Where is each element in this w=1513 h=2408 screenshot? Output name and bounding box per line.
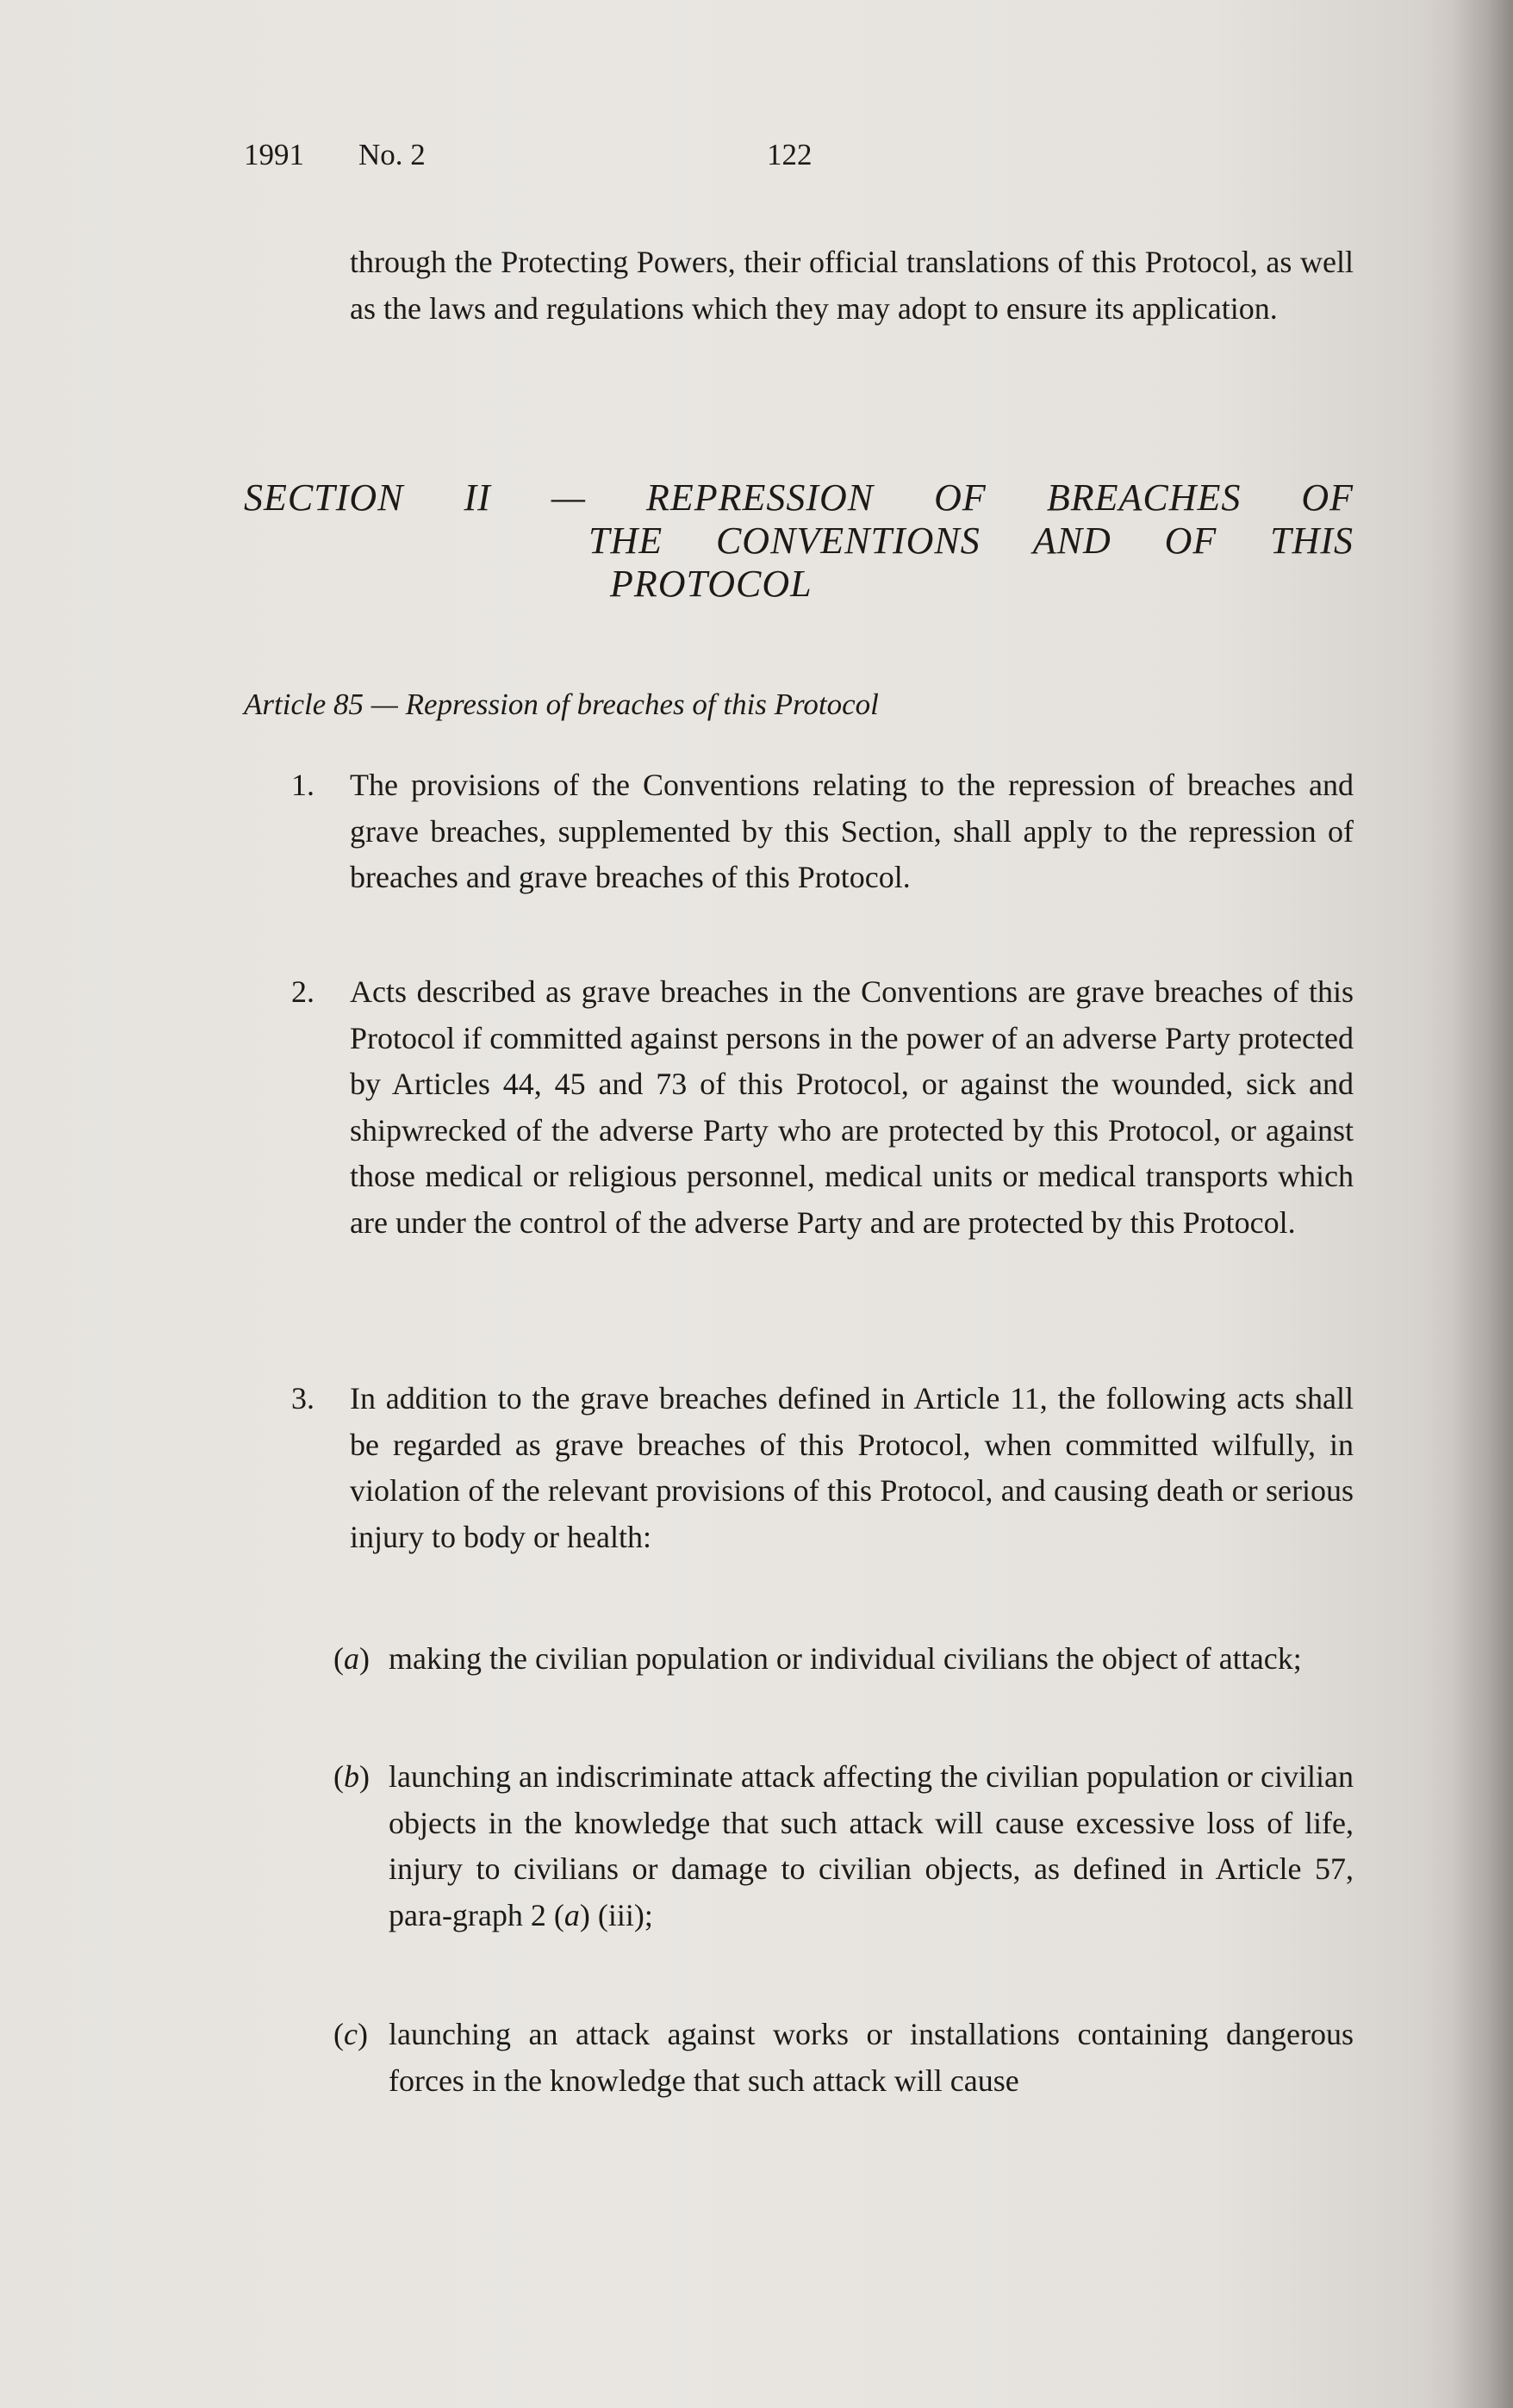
subparagraph-text: making the civilian population or individual civilians the object of attack; — [389, 1641, 1302, 1676]
subparagraph-text: launching an attack against works or installations containing dangerous forces in the knowledge that such attack will cause — [389, 2017, 1354, 2098]
letter-close-paren: ) — [357, 2017, 368, 2051]
letter-close-paren: ) — [359, 1759, 370, 1794]
subparagraph-text — [389, 1754, 1354, 1938]
intro-paragraph: through the Protecting Powers, their official translations of this Protocol, as well as the laws and regulations which they may adopt to ensure its application. — [350, 245, 1354, 326]
letter: b — [344, 1759, 359, 1794]
section-heading-line-1: SECTION II — REPRESSION OF BREACHES OF — [244, 476, 1354, 519]
section-heading-line-2: THE CONVENTIONS AND OF THIS — [588, 520, 1354, 562]
paragraph-text: The provisions of the Conventions relating to the repression of breaches and grave breaches, supplemented by this Section, shall apply to the repression of breaches and grave breaches of this Protocol. — [350, 768, 1354, 894]
paragraph-number: 3. — [291, 1381, 314, 1416]
letter: a — [344, 1641, 359, 1676]
subparagraph-letter — [333, 2012, 368, 2058]
paragraph-number: 1. — [291, 768, 314, 802]
letter-open-paren: ( — [333, 1641, 344, 1676]
letter-close-paren: ) — [359, 1641, 370, 1676]
header-issue-number: No. 2 — [358, 138, 426, 171]
page-number: 122 — [767, 138, 813, 171]
letter: c — [344, 2017, 358, 2051]
section-heading-line-3: PROTOCOL — [610, 563, 813, 605]
paragraph-text: In addition to the grave breaches defined in Article 11, the following acts shall be regarded as grave breaches of this Protocol, when committed wilfully, in violation of the relevant provisions of this Protocol, and causing death or serious injury to body or health: — [350, 1381, 1354, 1554]
subparagraph-text-after: ) (iii); — [579, 1897, 653, 1932]
section-heading — [244, 476, 1354, 606]
binding-edge-shadow — [1453, 0, 1513, 2408]
letter-open-paren: ( — [333, 1759, 344, 1794]
paragraph-text: Acts described as grave breaches in the Conventions are grave breaches of this Protocol if committed against persons in the power of an adverse Party protected by Articles 44, 45 and 73 of this Protocol, or against the wounded, sick and shipwrecked of the adverse Party who are protected by this Protocol, or against those medical or religious personnel, medical units or medical transports which are under the control of the adverse Party and are protected by this Protocol. — [350, 974, 1354, 1240]
subparagraph-letter — [333, 1754, 370, 1801]
subparagraph-b — [333, 1754, 1354, 1938]
letter-open-paren: ( — [333, 2017, 344, 2051]
subparagraph-letter — [333, 1636, 370, 1683]
subparagraph-a — [333, 1636, 1354, 1683]
paragraph-2 — [291, 969, 1354, 1246]
header-year: 1991 — [244, 138, 304, 171]
subparagraph-c — [333, 2012, 1354, 2104]
paragraph-1 — [291, 762, 1354, 901]
paragraph-3 — [291, 1376, 1354, 1560]
subparagraph-text-italic: a — [563, 1897, 580, 1932]
subparagraph-text-before: launching an indiscriminate attack affecting the civilian population or civilian objects in the knowledge that such attack will cause excessive loss of life, injury to civilians or damage to civilian objects, as defined in Article 57, para-graph 2 ( — [389, 1759, 1354, 1932]
paragraph-number: 2. — [291, 974, 314, 1009]
running-header — [244, 138, 1364, 181]
article-heading: Article 85 — Repression of breaches of this Protocol — [244, 688, 879, 721]
